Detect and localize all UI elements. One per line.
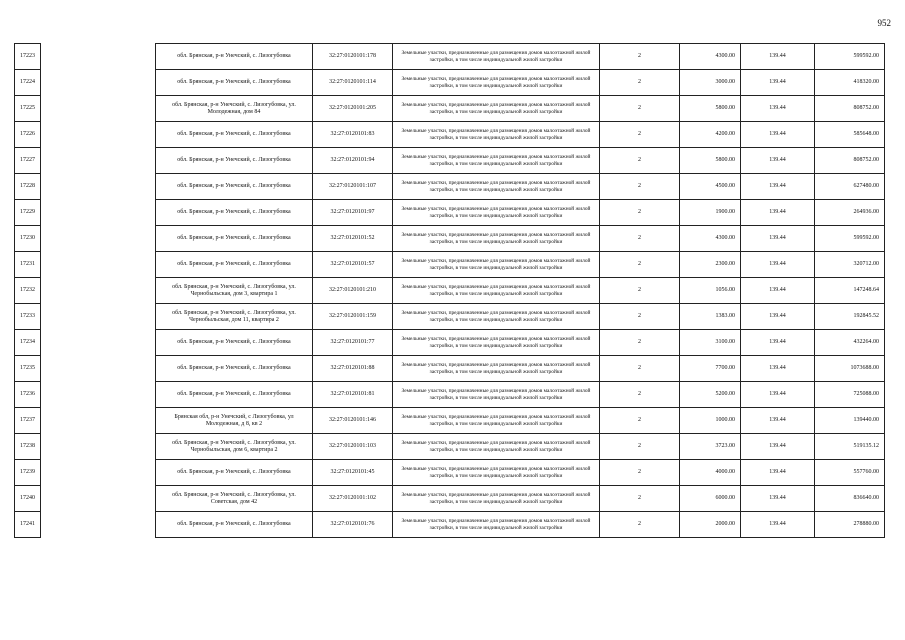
table-row: [15, 278, 885, 304]
rate-cell: 139.44: [741, 408, 815, 434]
address-cell: обл. Брянская, р-н Унечский, с. Лизогубовка, ул. Молодежная, дом 84: [156, 96, 313, 122]
address-cell: обл. Брянская, р-н Унечский, с. Лизогубовка: [156, 44, 313, 70]
empty-cell: [41, 200, 156, 226]
table-row: [15, 122, 885, 148]
empty-cell: [41, 408, 156, 434]
cadastral-value-cell: 139440.00: [815, 408, 885, 434]
row-id-cell: 17225: [15, 96, 41, 122]
category-cell: 2: [600, 408, 680, 434]
purpose-cell: Земельные участки, предназначенные для размещения домов малоэтажной жилой застройки, в том числе индивидуальной жилой застройки: [393, 486, 600, 512]
cadastral-value-cell: 725088.00: [815, 382, 885, 408]
category-cell: 2: [600, 148, 680, 174]
empty-cell: [41, 122, 156, 148]
rate-cell: 139.44: [741, 486, 815, 512]
rate-cell: 139.44: [741, 200, 815, 226]
category-cell: 2: [600, 330, 680, 356]
cadastral-number-cell: 32:27:0120101:159: [313, 304, 393, 330]
cadastral-value-cell: 599592.00: [815, 226, 885, 252]
rate-cell: 139.44: [741, 434, 815, 460]
empty-cell: [41, 278, 156, 304]
row-id-cell: 17230: [15, 226, 41, 252]
area-cell: 1383.00: [680, 304, 741, 330]
table-row: [15, 200, 885, 226]
empty-cell: [41, 356, 156, 382]
row-id-cell: 17231: [15, 252, 41, 278]
purpose-cell: Земельные участки, предназначенные для размещения домов малоэтажной жилой застройки, в том числе индивидуальной жилой застройки: [393, 382, 600, 408]
category-cell: 2: [600, 226, 680, 252]
empty-cell: [41, 434, 156, 460]
area-cell: 4300.00: [680, 44, 741, 70]
row-id-cell: 17223: [15, 44, 41, 70]
address-cell: обл. Брянская, р-н Унечский, с. Лизогубовка, ул. Чернобыльская, дом 6, квартира 2: [156, 434, 313, 460]
address-cell: Брянская обл, р-н Унечский, с Лизогубовка, ул Молодежная, д 8, кв 2: [156, 408, 313, 434]
purpose-cell: Земельные участки, предназначенные для размещения домов малоэтажной жилой застройки, в том числе индивидуальной жилой застройки: [393, 434, 600, 460]
area-cell: 2300.00: [680, 252, 741, 278]
table-row: [15, 148, 885, 174]
purpose-cell: Земельные участки, предназначенные для размещения домов малоэтажной жилой застройки, в том числе индивидуальной жилой застройки: [393, 512, 600, 538]
empty-cell: [41, 96, 156, 122]
area-cell: 4000.00: [680, 460, 741, 486]
empty-cell: [41, 148, 156, 174]
empty-cell: [41, 70, 156, 96]
cadastral-value-cell: 836640.00: [815, 486, 885, 512]
empty-cell: [41, 174, 156, 200]
land-registry-table: [14, 43, 885, 538]
cadastral-number-cell: 32:27:0120101:102: [313, 486, 393, 512]
purpose-cell: Земельные участки, предназначенные для размещения домов малоэтажной жилой застройки, в том числе индивидуальной жилой застройки: [393, 122, 600, 148]
area-cell: 1900.00: [680, 200, 741, 226]
address-cell: обл. Брянская, р-н Унечский, с. Лизогубовка: [156, 122, 313, 148]
category-cell: 2: [600, 96, 680, 122]
cadastral-number-cell: 32:27:0120101:107: [313, 174, 393, 200]
purpose-cell: Земельные участки, предназначенные для размещения домов малоэтажной жилой застройки, в том числе индивидуальной жилой застройки: [393, 330, 600, 356]
cadastral-number-cell: 32:27:0120101:45: [313, 460, 393, 486]
address-cell: обл. Брянская, р-н Унечский, с. Лизогубовка: [156, 148, 313, 174]
row-id-cell: 17227: [15, 148, 41, 174]
row-id-cell: 17235: [15, 356, 41, 382]
table-row: [15, 434, 885, 460]
purpose-cell: Земельные участки, предназначенные для размещения домов малоэтажной жилой застройки, в том числе индивидуальной жилой застройки: [393, 174, 600, 200]
table-row: [15, 226, 885, 252]
rate-cell: 139.44: [741, 122, 815, 148]
cadastral-number-cell: 32:27:0120101:210: [313, 278, 393, 304]
row-id-cell: 17224: [15, 70, 41, 96]
rate-cell: 139.44: [741, 148, 815, 174]
empty-cell: [41, 226, 156, 252]
cadastral-value-cell: 147248.64: [815, 278, 885, 304]
cadastral-value-cell: 278880.00: [815, 512, 885, 538]
table-row: [15, 96, 885, 122]
cadastral-number-cell: 32:27:0120101:83: [313, 122, 393, 148]
cadastral-number-cell: 32:27:0120101:94: [313, 148, 393, 174]
cadastral-number-cell: 32:27:0120101:77: [313, 330, 393, 356]
category-cell: 2: [600, 460, 680, 486]
cadastral-value-cell: 320712.00: [815, 252, 885, 278]
area-cell: 6000.00: [680, 486, 741, 512]
address-cell: обл. Брянская, р-н Унечский, с. Лизогубовка: [156, 252, 313, 278]
rate-cell: 139.44: [741, 70, 815, 96]
row-id-cell: 17234: [15, 330, 41, 356]
address-cell: обл. Брянская, р-н Унечский, с. Лизогубовка: [156, 174, 313, 200]
purpose-cell: Земельные участки, предназначенные для размещения домов малоэтажной жилой застройки, в том числе индивидуальной жилой застройки: [393, 44, 600, 70]
table-row: [15, 330, 885, 356]
rate-cell: 139.44: [741, 330, 815, 356]
cadastral-number-cell: 32:27:0120101:178: [313, 44, 393, 70]
table-row: [15, 486, 885, 512]
empty-cell: [41, 304, 156, 330]
cadastral-value-cell: 192845.52: [815, 304, 885, 330]
rate-cell: 139.44: [741, 226, 815, 252]
rate-cell: 139.44: [741, 44, 815, 70]
row-id-cell: 17241: [15, 512, 41, 538]
table-row: [15, 408, 885, 434]
empty-cell: [41, 486, 156, 512]
table-row: [15, 44, 885, 70]
table-row: [15, 70, 885, 96]
category-cell: 2: [600, 304, 680, 330]
area-cell: 3000.00: [680, 70, 741, 96]
table-row: [15, 356, 885, 382]
purpose-cell: Земельные участки, предназначенные для размещения домов малоэтажной жилой застройки, в том числе индивидуальной жилой застройки: [393, 278, 600, 304]
area-cell: 1000.00: [680, 408, 741, 434]
address-cell: обл. Брянская, р-н Унечский, с. Лизогубовка: [156, 382, 313, 408]
cadastral-number-cell: 32:27:0120101:146: [313, 408, 393, 434]
row-id-cell: 17229: [15, 200, 41, 226]
table-body: [15, 44, 885, 538]
cadastral-number-cell: 32:27:0120101:97: [313, 200, 393, 226]
empty-cell: [41, 460, 156, 486]
rate-cell: 139.44: [741, 174, 815, 200]
cadastral-number-cell: 32:27:0120101:103: [313, 434, 393, 460]
address-cell: обл. Брянская, р-н Унечский, с. Лизогубовка: [156, 200, 313, 226]
cadastral-number-cell: 32:27:0120101:205: [313, 96, 393, 122]
purpose-cell: Земельные участки, предназначенные для размещения домов малоэтажной жилой застройки, в том числе индивидуальной жилой застройки: [393, 252, 600, 278]
table-row: [15, 252, 885, 278]
rate-cell: 139.44: [741, 278, 815, 304]
cadastral-number-cell: 32:27:0120101:88: [313, 356, 393, 382]
address-cell: обл. Брянская, р-н Унечский, с. Лизогубовка: [156, 330, 313, 356]
cadastral-number-cell: 32:27:0120101:81: [313, 382, 393, 408]
empty-cell: [41, 512, 156, 538]
rate-cell: 139.44: [741, 382, 815, 408]
category-cell: 2: [600, 122, 680, 148]
row-id-cell: 17228: [15, 174, 41, 200]
empty-cell: [41, 252, 156, 278]
cadastral-value-cell: 418320.00: [815, 70, 885, 96]
area-cell: 5200.00: [680, 382, 741, 408]
area-cell: 5800.00: [680, 148, 741, 174]
area-cell: 2000.00: [680, 512, 741, 538]
cadastral-number-cell: 32:27:0120101:52: [313, 226, 393, 252]
cadastral-value-cell: 808752.00: [815, 148, 885, 174]
category-cell: 2: [600, 486, 680, 512]
cadastral-value-cell: 808752.00: [815, 96, 885, 122]
area-cell: 4300.00: [680, 226, 741, 252]
purpose-cell: Земельные участки, предназначенные для размещения домов малоэтажной жилой застройки, в том числе индивидуальной жилой застройки: [393, 148, 600, 174]
area-cell: 5800.00: [680, 96, 741, 122]
cadastral-number-cell: 32:27:0120101:76: [313, 512, 393, 538]
table-row: [15, 512, 885, 538]
row-id-cell: 17226: [15, 122, 41, 148]
purpose-cell: Земельные участки, предназначенные для размещения домов малоэтажной жилой застройки, в том числе индивидуальной жилой застройки: [393, 356, 600, 382]
cadastral-value-cell: 519135.12: [815, 434, 885, 460]
purpose-cell: Земельные участки, предназначенные для размещения домов малоэтажной жилой застройки, в том числе индивидуальной жилой застройки: [393, 226, 600, 252]
category-cell: 2: [600, 44, 680, 70]
table-row: [15, 460, 885, 486]
area-cell: 3723.00: [680, 434, 741, 460]
address-cell: обл. Брянская, р-н Унечский, с. Лизогубовка, ул. Чернобыльская, дом 3, квартира 1: [156, 278, 313, 304]
cadastral-number-cell: 32:27:0120101:114: [313, 70, 393, 96]
category-cell: 2: [600, 356, 680, 382]
table-row: [15, 304, 885, 330]
purpose-cell: Земельные участки, предназначенные для размещения домов малоэтажной жилой застройки, в том числе индивидуальной жилой застройки: [393, 304, 600, 330]
purpose-cell: Земельные участки, предназначенные для размещения домов малоэтажной жилой застройки, в том числе индивидуальной жилой застройки: [393, 70, 600, 96]
purpose-cell: Земельные участки, предназначенные для размещения домов малоэтажной жилой застройки, в том числе индивидуальной жилой застройки: [393, 200, 600, 226]
area-cell: 4500.00: [680, 174, 741, 200]
empty-cell: [41, 330, 156, 356]
rate-cell: 139.44: [741, 512, 815, 538]
area-cell: 4200.00: [680, 122, 741, 148]
rate-cell: 139.44: [741, 252, 815, 278]
rate-cell: 139.44: [741, 460, 815, 486]
cadastral-number-cell: 32:27:0120101:57: [313, 252, 393, 278]
row-id-cell: 17233: [15, 304, 41, 330]
area-cell: 7700.00: [680, 356, 741, 382]
rate-cell: 139.44: [741, 304, 815, 330]
row-id-cell: 17232: [15, 278, 41, 304]
address-cell: обл. Брянская, р-н Унечский, с. Лизогубовка: [156, 512, 313, 538]
cadastral-value-cell: 585648.00: [815, 122, 885, 148]
address-cell: обл. Брянская, р-н Унечский, с. Лизогубовка, ул. Советская, дом 42: [156, 486, 313, 512]
cadastral-value-cell: 599592.00: [815, 44, 885, 70]
purpose-cell: Земельные участки, предназначенные для размещения домов малоэтажной жилой застройки, в том числе индивидуальной жилой застройки: [393, 408, 600, 434]
cadastral-value-cell: 557760.00: [815, 460, 885, 486]
page-number: 952: [877, 18, 891, 28]
category-cell: 2: [600, 382, 680, 408]
row-id-cell: 17236: [15, 382, 41, 408]
category-cell: 2: [600, 434, 680, 460]
table-row: [15, 174, 885, 200]
cadastral-value-cell: 264936.00: [815, 200, 885, 226]
empty-cell: [41, 382, 156, 408]
purpose-cell: Земельные участки, предназначенные для размещения домов малоэтажной жилой застройки, в том числе индивидуальной жилой застройки: [393, 96, 600, 122]
category-cell: 2: [600, 174, 680, 200]
address-cell: обл. Брянская, р-н Унечский, с. Лизогубовка: [156, 356, 313, 382]
category-cell: 2: [600, 70, 680, 96]
category-cell: 2: [600, 200, 680, 226]
row-id-cell: 17240: [15, 486, 41, 512]
row-id-cell: 17239: [15, 460, 41, 486]
address-cell: обл. Брянская, р-н Унечский, с. Лизогубовка: [156, 70, 313, 96]
rate-cell: 139.44: [741, 96, 815, 122]
category-cell: 2: [600, 512, 680, 538]
area-cell: 1056.00: [680, 278, 741, 304]
purpose-cell: Земельные участки, предназначенные для размещения домов малоэтажной жилой застройки, в том числе индивидуальной жилой застройки: [393, 460, 600, 486]
area-cell: 3100.00: [680, 330, 741, 356]
row-id-cell: 17238: [15, 434, 41, 460]
table-row: [15, 382, 885, 408]
address-cell: обл. Брянская, р-н Унечский, с. Лизогубовка: [156, 460, 313, 486]
empty-cell: [41, 44, 156, 70]
cadastral-value-cell: 1073688.00: [815, 356, 885, 382]
cadastral-value-cell: 432264.00: [815, 330, 885, 356]
category-cell: 2: [600, 278, 680, 304]
address-cell: обл. Брянская, р-н Унечский, с. Лизогубовка, ул. Чернобыльская, дом 11, квартира 2: [156, 304, 313, 330]
address-cell: обл. Брянская, р-н Унечский, с. Лизогубовка: [156, 226, 313, 252]
cadastral-value-cell: 627480.00: [815, 174, 885, 200]
category-cell: 2: [600, 252, 680, 278]
rate-cell: 139.44: [741, 356, 815, 382]
row-id-cell: 17237: [15, 408, 41, 434]
